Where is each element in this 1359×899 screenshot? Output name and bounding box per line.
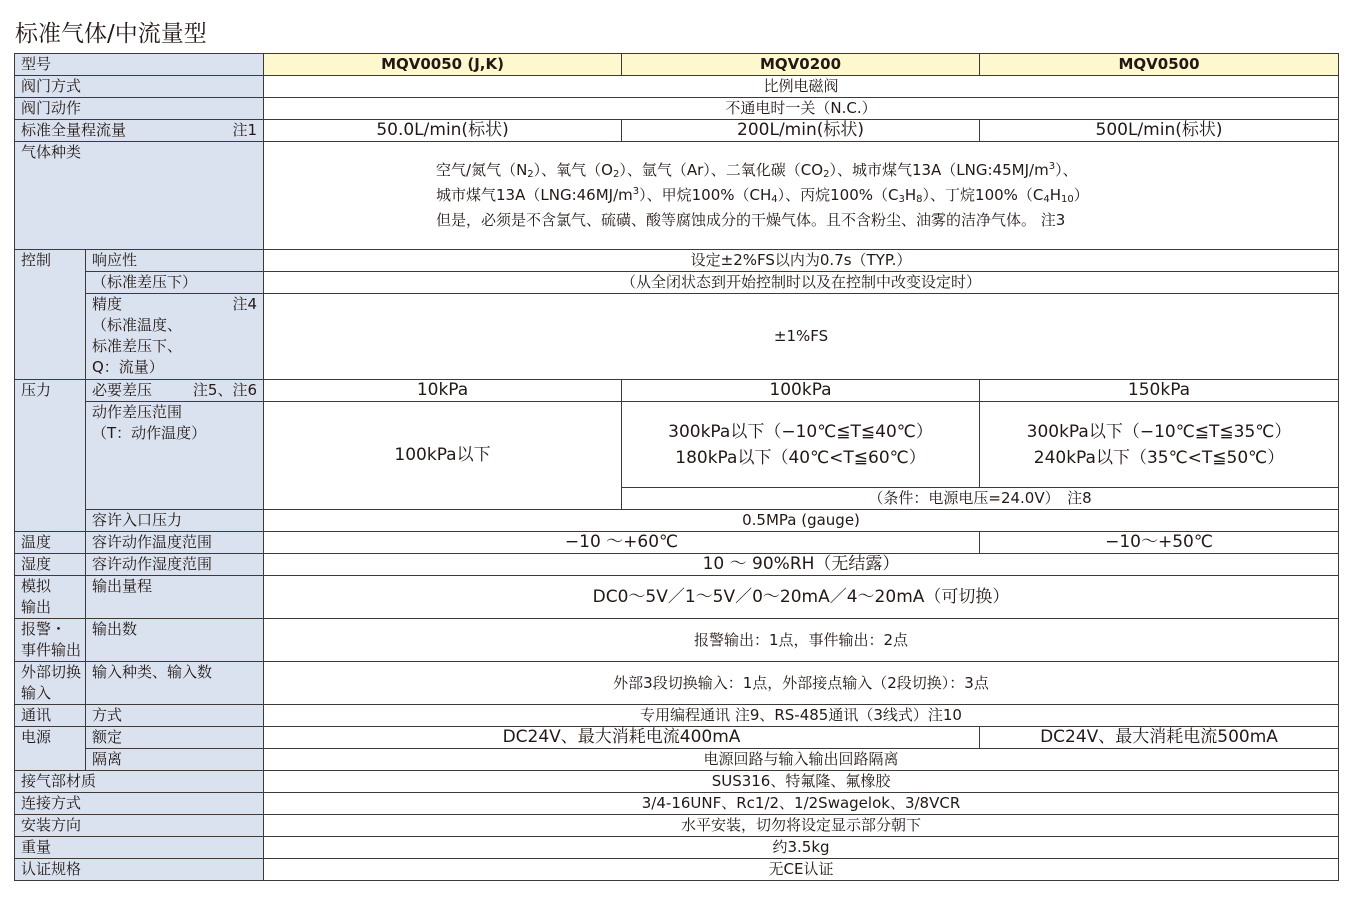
response-row-1	[15, 250, 1339, 272]
analog-label-1: 模拟	[21, 577, 52, 595]
humidity-value: 10 ～ 90%RH（无结露）	[264, 554, 1339, 576]
humidity-row	[15, 554, 1339, 576]
weight-value: 约3.5kg	[264, 837, 1339, 859]
wetted-material-label: 接气部材质	[15, 771, 264, 793]
required-pressure-0200: 100kPa	[622, 380, 980, 402]
accuracy-label-cell	[86, 294, 264, 380]
alarm-label-1: 报警・	[21, 620, 67, 638]
analog-output-value: DC0～5V／1～5V／0～20mA／4～20mA（可切换）	[264, 576, 1339, 619]
operating-range-0500-cell	[980, 402, 1339, 488]
required-pressure-row	[15, 380, 1339, 402]
operating-condition: （条件：电源电压=24.0V） 注8	[622, 488, 1339, 510]
external-switch-label-2: 输入	[21, 684, 52, 702]
humidity-label: 湿度	[15, 554, 86, 576]
operating-range-0500-b: 240kPa以下（35℃<T≦50℃）	[1033, 447, 1285, 468]
alarm-output-label-cell	[15, 619, 86, 662]
required-pressure-note: 注5、注6	[192, 381, 258, 399]
gas-type-line-3: 但是，必须是不含氯气、硫磺、酸等腐蚀成分的干燥气体。且不含粉尘、油雾的洁净气体。 注3	[436, 211, 1066, 229]
accuracy-cond-2: 标准差压下、	[92, 337, 183, 355]
gas-type-cell	[264, 142, 1339, 250]
required-pressure-0050: 10kPa	[264, 380, 622, 402]
control-label: 控制	[15, 250, 86, 380]
alarm-output-row	[15, 619, 1339, 662]
connection-row	[15, 793, 1339, 815]
model-label: 型号	[15, 54, 264, 76]
valve-action-value: 不通电时一关（N.C.）	[264, 98, 1339, 120]
flow-label-cell	[15, 120, 264, 142]
flow-value-0200: 200L/min(标状)	[622, 120, 980, 142]
pressure-label: 压力	[15, 380, 86, 532]
valve-type-row	[15, 76, 1339, 98]
power-rated-0500: DC24V、最大消耗电流500mA	[980, 727, 1339, 749]
response-condition-value: （从全闭状态到开始控制时以及在控制中改变设定时）	[264, 272, 1339, 294]
flow-value-0050: 50.0L/min(标状)	[264, 120, 622, 142]
certification-value: 无CE认证	[264, 859, 1339, 881]
external-switch-label-1: 外部切换	[21, 663, 82, 681]
power-isolation-label: 隔离	[86, 749, 264, 771]
operating-range-0200-a: 300kPa以下（−10℃≦T≦40℃）	[668, 421, 933, 442]
accuracy-cond-1: （标准温度、	[92, 316, 183, 334]
external-switch-value: 外部3段切换输入：1点，外部接点输入（2段切换）：3点	[264, 662, 1339, 705]
temperature-value-0050-0200: −10 ～+60℃	[264, 532, 980, 554]
connection-label: 连接方式	[15, 793, 264, 815]
flow-label: 标准全量程流量	[21, 121, 127, 139]
external-switch-sublabel: 输入种类、输入数	[86, 662, 264, 705]
valve-type-value: 比例电磁阀	[264, 76, 1339, 98]
communication-sublabel: 方式	[86, 705, 264, 727]
accuracy-note: 注4	[232, 295, 258, 313]
temperature-sublabel: 容许动作温度范围	[86, 532, 264, 554]
inlet-pressure-row	[15, 510, 1339, 532]
power-isolation-value: 电源回路与输入输出回路隔离	[264, 749, 1339, 771]
gas-type-label: 气体种类	[15, 142, 264, 250]
required-pressure-label: 必要差压	[92, 381, 153, 399]
power-label: 电源	[15, 727, 86, 771]
flow-note: 注1	[232, 121, 258, 139]
temperature-value-0500: −10～+50℃	[980, 532, 1339, 554]
power-rated-label: 额定	[86, 727, 264, 749]
page-title: 标准气体/中流量型	[15, 21, 207, 47]
response-condition-label: （标准差压下）	[86, 272, 264, 294]
analog-output-label-cell	[15, 576, 86, 619]
operating-range-0050: 100kPa以下	[264, 402, 622, 510]
mounting-label: 安装方向	[15, 815, 264, 837]
analog-output-sublabel: 输出量程	[86, 576, 264, 619]
weight-row	[15, 837, 1339, 859]
accuracy-row	[15, 294, 1339, 380]
operating-range-0200-b: 180kPa以下（40℃<T≦60℃）	[675, 447, 926, 468]
operating-range-label-cell	[86, 402, 264, 510]
wetted-material-row	[15, 771, 1339, 793]
model-mqv0200: MQV0200	[622, 54, 980, 76]
alarm-output-value: 报警输出：1点，事件输出：2点	[264, 619, 1339, 662]
inlet-pressure-value: 0.5MPa (gauge)	[264, 510, 1339, 532]
accuracy-value: ±1%FS	[264, 294, 1339, 380]
valve-action-row	[15, 98, 1339, 120]
power-isolation-row	[15, 749, 1339, 771]
certification-row	[15, 859, 1339, 881]
operating-range-row	[15, 402, 1339, 488]
response-row-2	[15, 272, 1339, 294]
wetted-material-value: SUS316、特氟隆、氟橡胶	[264, 771, 1339, 793]
response-value: 设定±2%FS以内为0.7s（TYP.）	[264, 250, 1339, 272]
temperature-row	[15, 532, 1339, 554]
weight-label: 重量	[15, 837, 264, 859]
model-mqv0050: MQV0050 (J,K)	[264, 54, 622, 76]
required-pressure-0500: 150kPa	[980, 380, 1339, 402]
mounting-value: 水平安装，切勿将设定显示部分朝下	[264, 815, 1339, 837]
accuracy-label: 精度	[92, 295, 123, 313]
alarm-label-2: 事件输出	[21, 641, 82, 659]
gas-type-line-1: 空气/氮气$(N_2)$、氧气$(O_2)$、氩气（Ar）、二氧化碳$(CO_2)$、城市煤气$13A(LNG:45MJ/m^3)$、	[436, 161, 1078, 180]
spec-table	[14, 53, 1339, 881]
operating-range-0500-a: 300kPa以下（−10℃≦T≦35℃）	[1026, 421, 1292, 442]
flow-row	[15, 120, 1339, 142]
operating-range-label: 动作差压范围	[92, 403, 183, 421]
inlet-pressure-label: 容许入口压力	[86, 510, 264, 532]
mounting-row	[15, 815, 1339, 837]
external-switch-row	[15, 662, 1339, 705]
analog-output-row	[15, 576, 1339, 619]
model-header-row	[15, 54, 1339, 76]
humidity-sublabel: 容许动作湿度范围	[86, 554, 264, 576]
external-switch-label-cell	[15, 662, 86, 705]
gas-type-row	[15, 142, 1339, 250]
gas-type-line-2: 城市煤气$13A(LNG:46MJ/m^3)$、甲烷$100\%(CH_4)$、丙烷$100\%(C_3H_8)$、丁烷$100\%(C_4H_{10})$	[436, 186, 1089, 205]
valve-type-label: 阀门方式	[15, 76, 264, 98]
accuracy-cond-3: Q：流量）	[92, 358, 164, 376]
power-rated-row	[15, 727, 1339, 749]
connection-value: 3/4-16UNF、Rc1/2、1/2Swagelok、3/8VCR	[264, 793, 1339, 815]
power-rated-0050-0200: DC24V、最大消耗电流400mA	[264, 727, 980, 749]
response-label: 响应性	[86, 250, 264, 272]
temperature-label: 温度	[15, 532, 86, 554]
flow-value-0500: 500L/min(标状)	[980, 120, 1339, 142]
communication-label: 通讯	[15, 705, 86, 727]
analog-label-2: 输出	[21, 598, 52, 616]
operating-range-sublabel: （T：动作温度）	[92, 424, 207, 442]
communication-value: 专用编程通讯 注9、RS-485通讯（3线式）注10	[264, 705, 1339, 727]
required-pressure-label-cell	[86, 380, 264, 402]
valve-action-label: 阀门动作	[15, 98, 264, 120]
certification-label: 认证规格	[15, 859, 264, 881]
operating-range-0200-cell	[622, 402, 980, 488]
communication-row	[15, 705, 1339, 727]
model-mqv0500: MQV0500	[980, 54, 1339, 76]
alarm-output-sublabel: 输出数	[86, 619, 264, 662]
